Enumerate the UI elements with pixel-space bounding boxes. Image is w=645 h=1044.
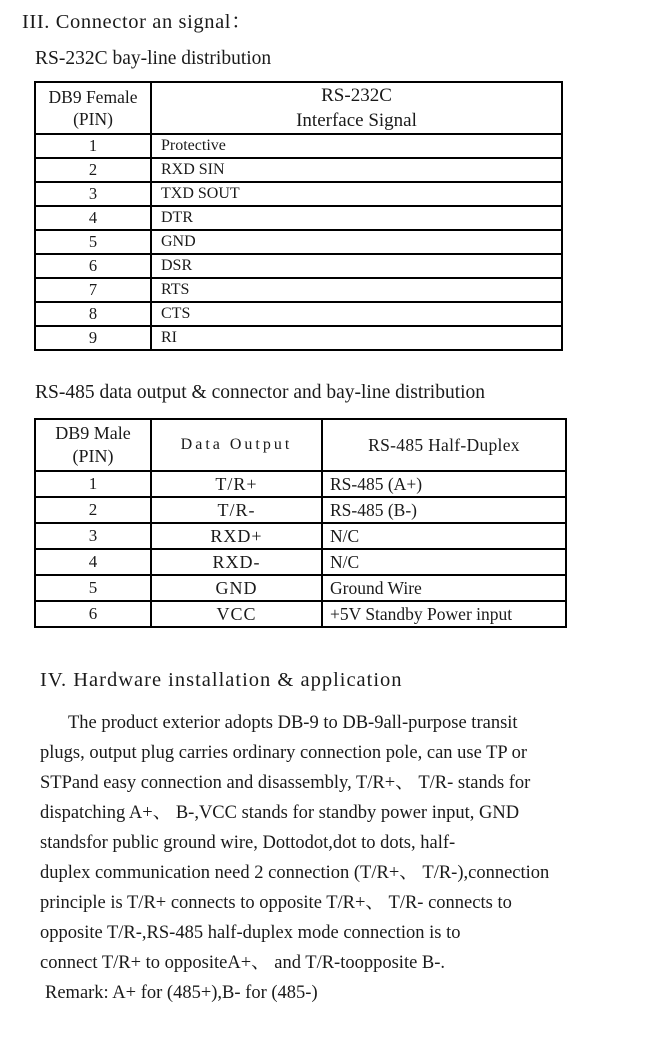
paragraph-line: STPand easy connection and disassembly, T/R+、 T/R- stands for: [40, 773, 531, 793]
section-4-heading: IV. Hardware installation & application: [40, 669, 403, 691]
pin-cell: 1: [35, 471, 151, 497]
rs232-col1-header: [35, 82, 151, 134]
paragraph-line: connect T/R+ to oppositeA+、 and T/R-toopposite B-.: [40, 953, 446, 973]
data-output-cell: GND: [151, 575, 322, 601]
pin-cell: 1: [35, 134, 151, 158]
rs485-table-body: [35, 471, 566, 627]
rs485-subtitle: RS-485 data output & connector and bay-line distribution: [35, 382, 486, 403]
rs485-col2-header: Data Output: [151, 419, 322, 471]
pin-cell: 5: [35, 230, 151, 254]
half-duplex-cell: RS-485 (A+): [322, 471, 566, 497]
rs232-table-row: [35, 182, 562, 206]
signal-cell: RI: [151, 326, 562, 350]
hardware-paragraph: [40, 708, 618, 978]
pin-cell: 8: [35, 302, 151, 326]
half-duplex-cell: N/C: [322, 549, 566, 575]
remark-line: Remark: A+ for (485+),B- for (485-): [45, 983, 318, 1003]
rs485-table-row: [35, 549, 566, 575]
data-output-cell: RXD-: [151, 549, 322, 575]
pin-cell: 4: [35, 549, 151, 575]
rs485-col1-header-line2: (PIN): [72, 446, 114, 466]
rs232-table-row: [35, 230, 562, 254]
rs485-table-row: [35, 575, 566, 601]
data-output-cell: T/R+: [151, 471, 322, 497]
hardware-paragraph-block: [40, 708, 618, 1008]
data-output-cell: T/R-: [151, 497, 322, 523]
rs485-header-row: [35, 419, 566, 471]
pin-cell: 3: [35, 523, 151, 549]
signal-cell: RXD SIN: [151, 158, 562, 182]
signal-cell: RTS: [151, 278, 562, 302]
signal-cell: DSR: [151, 254, 562, 278]
pin-cell: 2: [35, 497, 151, 523]
paragraph-line: The product exterior adopts DB-9 to DB-9all-purpose transit: [68, 713, 518, 733]
half-duplex-cell: RS-485 (B-): [322, 497, 566, 523]
paragraph-line: principle is T/R+ connects to opposite T/R+、 T/R- connects to: [40, 893, 512, 913]
rs232-table-head: [35, 82, 562, 134]
pin-cell: 4: [35, 206, 151, 230]
rs485-table: [34, 418, 567, 628]
pin-cell: 5: [35, 575, 151, 601]
pin-cell: 6: [35, 601, 151, 627]
rs232-table-row: [35, 158, 562, 182]
section-3-heading: III. Connector an signal：: [22, 11, 253, 33]
rs232-table-body: [35, 134, 562, 350]
paragraph-line: dispatching A+、 B-,VCC stands for standby power input, GND: [40, 803, 520, 823]
rs232-table-row: [35, 326, 562, 350]
paragraph-line: opposite T/R-,RS-485 half-duplex mode connection is to: [40, 923, 461, 943]
rs232-col1-header-line2: (PIN): [73, 109, 113, 129]
rs485-table-row: [35, 471, 566, 497]
rs232-header-row: [35, 82, 562, 134]
paragraph-line: plugs, output plug carries ordinary connection pole, can use TP or: [40, 743, 528, 763]
paragraph-line: standsfor public ground wire, Dottodot,dot to dots, half-: [40, 833, 456, 853]
pin-cell: 3: [35, 182, 151, 206]
rs485-col3-header: RS-485 Half-Duplex: [322, 419, 566, 471]
data-output-cell: RXD+: [151, 523, 322, 549]
pin-cell: 2: [35, 158, 151, 182]
page: [0, 10, 645, 1008]
rs232-table-row: [35, 278, 562, 302]
rs232-table-row: [35, 302, 562, 326]
signal-cell: Protective: [151, 134, 562, 158]
rs232-col1-header-line1: DB9 Female: [48, 87, 138, 107]
rs232-col2-header: [151, 82, 562, 134]
rs232-table-row: [35, 206, 562, 230]
signal-cell: DTR: [151, 206, 562, 230]
rs485-table-row: [35, 601, 566, 627]
rs232-col2-header-line1: RS-232C: [321, 85, 392, 106]
pin-cell: 9: [35, 326, 151, 350]
rs485-table-row: [35, 523, 566, 549]
data-output-cell: VCC: [151, 601, 322, 627]
rs232-subtitle: RS-232C bay-line distribution: [35, 48, 272, 69]
paragraph-line: duplex communication need 2 connection (T/R+、 T/R-),connection: [40, 863, 550, 883]
signal-cell: TXD SOUT: [151, 182, 562, 206]
signal-cell: CTS: [151, 302, 562, 326]
rs485-col1-header-line1: DB9 Male: [55, 423, 131, 443]
rs485-table-row: [35, 497, 566, 523]
rs485-col1-header: [35, 419, 151, 471]
rs485-table-head: [35, 419, 566, 471]
half-duplex-cell: N/C: [322, 523, 566, 549]
half-duplex-cell: +5V Standby Power input: [322, 601, 566, 627]
rs232-table-row: [35, 134, 562, 158]
signal-cell: GND: [151, 230, 562, 254]
rs232-table: [34, 81, 563, 351]
half-duplex-cell: Ground Wire: [322, 575, 566, 601]
rs232-table-row: [35, 254, 562, 278]
pin-cell: 6: [35, 254, 151, 278]
pin-cell: 7: [35, 278, 151, 302]
rs232-col2-header-line2: Interface Signal: [296, 110, 417, 131]
